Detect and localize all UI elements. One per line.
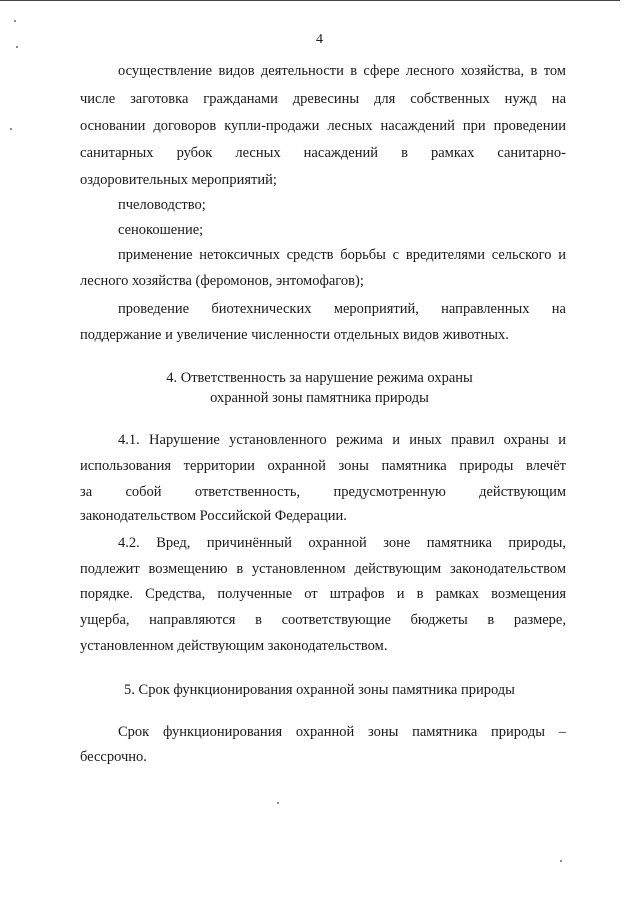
text-line: подлежит возмещению в установленном действующим законодательством (80, 561, 566, 577)
scan-speck (14, 20, 16, 22)
text-line: установленном действующим законодательством. (80, 638, 388, 654)
text-line: за собой ответственность, предусмотренную действующим (80, 484, 566, 500)
section-heading-4-cont: охранной зоны памятника природы (210, 390, 429, 406)
text-line: сенокошение; (118, 222, 204, 238)
text-line: применение нетоксичных средств борьбы с вредителями сельского и (118, 247, 566, 263)
scan-speck (16, 46, 18, 48)
text-line: числе заготовка гражданами древесины для собственных нужд на (80, 91, 566, 107)
top-border-line (0, 0, 620, 1)
text-line: 4.1. Нарушение установленного режима и иных правил охраны и (118, 432, 566, 448)
text-line: Срок функционирования охранной зоны памятника природы – (118, 724, 566, 740)
text-line: пчеловодство; (118, 197, 206, 213)
text-line: осуществление видов деятельности в сфере лесного хозяйства, в том (118, 63, 566, 79)
section-heading-5: 5. Срок функционирования охранной зоны памятника природы (124, 682, 515, 698)
text-line: оздоровительных мероприятий; (80, 172, 277, 188)
scan-speck (10, 128, 12, 130)
text-line: поддержание и увеличение численности отдельных видов животных. (80, 327, 509, 343)
text-line: ущерба, направляются в соответствующие бюджеты в размере, (80, 612, 566, 628)
text-line: 4.2. Вред, причинённый охранной зоне памятника природы, (118, 535, 566, 551)
text-line: проведение биотехнических мероприятий, направленных на (118, 301, 566, 317)
text-line: санитарных рубок лесных насаждений в рамках санитарно- (80, 145, 566, 161)
text-line: порядке. Средства, полученные от штрафов и в рамках возмещения (80, 586, 566, 602)
text-line: законодательством Российской Федерации. (80, 508, 347, 524)
text-line: основании договоров купли-продажи лесных насаждений при проведении (80, 118, 566, 134)
text-line: бессрочно. (80, 749, 147, 765)
page-number: 4 (316, 32, 323, 47)
section-heading-4: 4. Ответственность за нарушение режима охраны (166, 370, 473, 386)
text-line: использования территории охранной зоны памятника природы влечёт (80, 458, 566, 474)
scan-speck (560, 860, 562, 862)
scan-speck (277, 802, 279, 804)
text-line: лесного хозяйства (феромонов, энтомофагов); (80, 273, 364, 289)
